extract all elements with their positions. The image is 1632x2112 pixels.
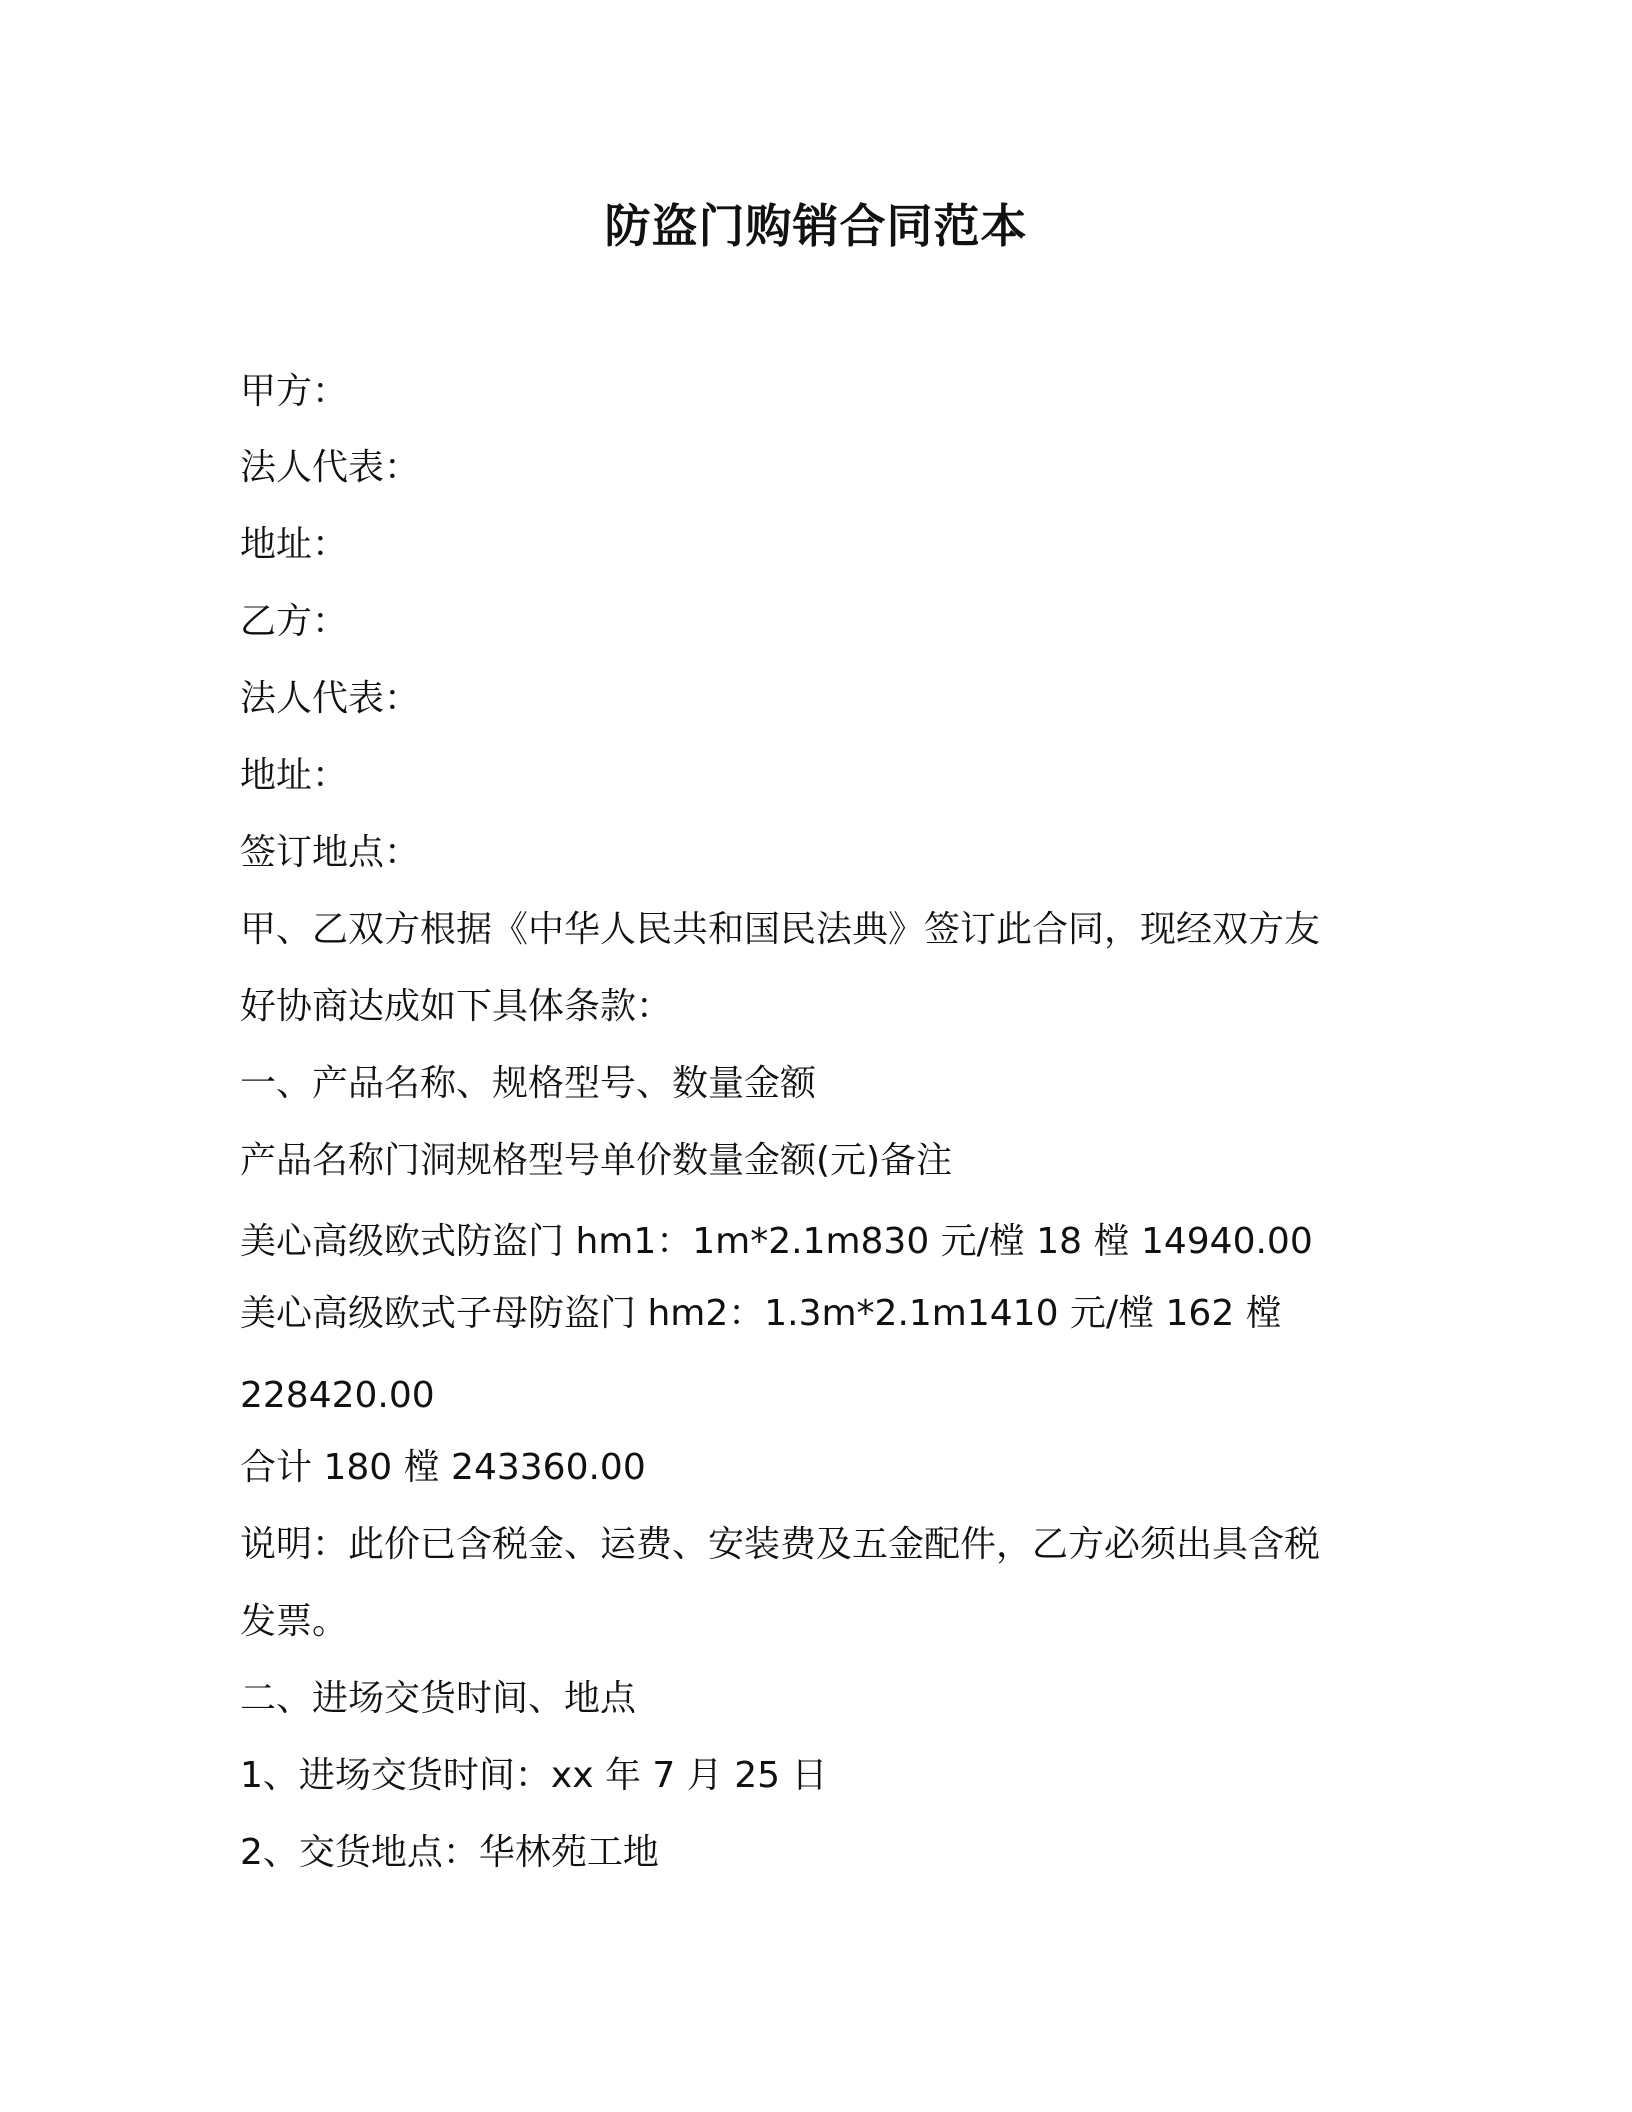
delivery-place: 2、交货地点：华林苑工地 [240, 1832, 659, 1873]
intro-paragraph-line-1: 甲、乙双方根据《中华人民共和国民法典》签订此合同，现经双方友 [240, 909, 1321, 950]
product-table-header: 产品名称门洞规格型号单价数量金额(元)备注 [240, 1140, 953, 1181]
section-2-heading: 二、进场交货时间、地点 [240, 1678, 637, 1719]
price-note-line-1: 说明：此价已含税金、运费、安装费及五金配件，乙方必须出具含税 [240, 1524, 1321, 1565]
party-b-address-label: 地址： [240, 755, 349, 796]
signing-place-label: 签订地点： [240, 832, 421, 873]
product-row-1: 美心高级欧式防盗门 hm1：1m*2.1m830 元/樘 18 樘 14940.00 [240, 1221, 1313, 1262]
product-total: 合计 180 樘 243360.00 [240, 1447, 646, 1488]
party-a-address-label: 地址： [240, 524, 349, 565]
document-title: 防盗门购销合同范本 [604, 199, 1028, 253]
party-a-label: 甲方： [240, 371, 349, 412]
party-b-label: 乙方： [240, 601, 349, 642]
price-note-line-2: 发票。 [240, 1601, 349, 1642]
party-a-legal-rep-label: 法人代表： [240, 447, 421, 488]
delivery-time: 1、进场交货时间：xx 年 7 月 25 日 [240, 1755, 828, 1796]
section-1-heading: 一、产品名称、规格型号、数量金额 [240, 1063, 817, 1104]
product-row-2-line-1: 美心高级欧式子母防盗门 hm2：1.3m*2.1m1410 元/樘 162 樘 [240, 1293, 1282, 1334]
product-row-2-line-2: 228420.00 [240, 1375, 435, 1416]
party-b-legal-rep-label: 法人代表： [240, 678, 421, 719]
intro-paragraph-line-2: 好协商达成如下具体条款： [240, 986, 673, 1027]
